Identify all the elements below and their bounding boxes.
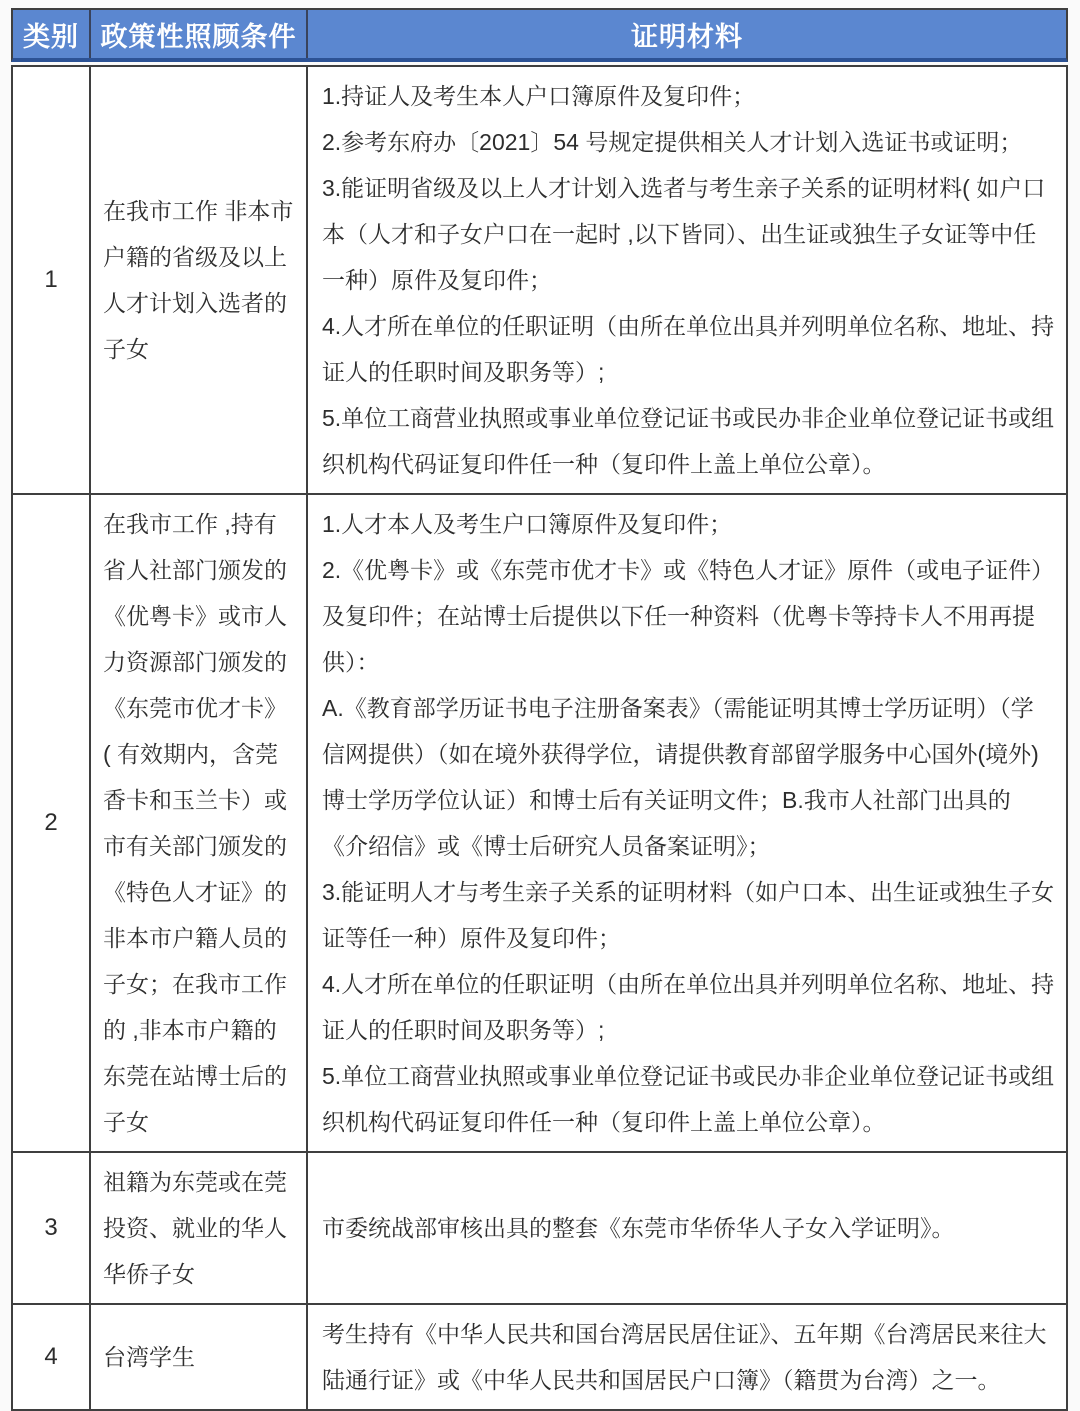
condition-cell-row3: 祖籍为东莞或在莞投资、就业的华人华侨子女 [91, 1153, 308, 1305]
materials-cell-row4 [308, 1305, 1066, 1409]
header-cell-condition: 政策性照顾条件 [91, 10, 308, 58]
material-item: 1.持证人及考生本人户口簿原件及复印件； [322, 83, 756, 109]
category-cell-row2: 2 [13, 495, 91, 1153]
condition-cell-row2: 在我市工作 ,持有省人社部门颁发的《优粤卡》或市人力资源部门颁发的《东莞市优才卡》( 有效期内，含莞香卡和玉兰卡）或市有关部门颁发的《特色人才证》的非本市户籍人员的子女；在我市工作的 ,非本市户籍的东莞在站博士后的子女 [91, 495, 308, 1153]
material-item: 1.人才本人及考生户口簿原件及复印件； [322, 511, 733, 537]
materials-cell-row2 [308, 495, 1066, 1153]
materials-cell-row1 [308, 67, 1066, 495]
category-cell-row1: 1 [13, 67, 91, 495]
material-item: A.《教育部学历证书电子注册备案表》（需能证明其博士学历证明）（学信网提供）（如在境外获得学位，请提供教育部留学服务中心国外(境外)博士学历学位认证）和博士后有关证明文件；B.我市人社部门出具的《介绍信》或《博士后研究人员备案证明》； [322, 695, 1039, 859]
material-item: 4.人才所在单位的任职证明（由所在单位出具并列明单位名称、地址、持证人的任职时间及职务等）; [322, 313, 1055, 385]
material-item: 市委统战部审核出具的整套《东莞市华侨华人子女入学证明》。 [322, 1215, 955, 1241]
table-header-row [11, 8, 1068, 62]
material-item: 3.能证明省级及以上人才计划入选者与考生亲子关系的证明材料( 如户口本（人才和子女户口在一起时 ,以下皆同）、出生证或独生子女证等中任一种）原件及复印件； [322, 175, 1046, 293]
condition-cell-row1: 在我市工作 非本市户籍的省级及以上人才计划入选者的子女 [91, 67, 308, 495]
table-body [11, 65, 1068, 1411]
category-cell-row3: 3 [13, 1153, 91, 1305]
header-cell-materials: 证明材料 [631, 21, 743, 52]
material-item: 2.参考东府办〔2021〕54 号规定提供相关人才计划入选证书或证明； [322, 129, 1023, 155]
material-item: 5.单位工商营业执照或事业单位登记证书或民办非企业单位登记证书或组织机构代码证复印件任一种（复印件上盖上单位公章）。 [322, 1063, 1055, 1135]
materials-cell-row3 [308, 1153, 1066, 1305]
material-item: 3.能证明人才与考生亲子关系的证明材料（如户口本、出生证或独生子女证等任一种）原件及复印件； [322, 879, 1055, 951]
category-cell-row4: 4 [13, 1305, 91, 1409]
material-item: 2.《优粤卡》或《东莞市优才卡》或《特色人才证》原件（或电子证件）及复印件；在站博士后提供以下任一种资料（优粤卡等持卡人不用再提供）： [322, 557, 1055, 675]
policy-conditions-table [11, 8, 1068, 1411]
header-cell-category: 类别 [13, 10, 91, 58]
material-item: 考生持有《中华人民共和国台湾居民居住证》、五年期《台湾居民来往大陆通行证》或《中华人民共和国居民户口簿》（籍贯为台湾）之一。 [322, 1321, 1047, 1393]
condition-cell-row4: 台湾学生 [91, 1305, 308, 1409]
material-item: 4.人才所在单位的任职证明（由所在单位出具并列明单位名称、地址、持证人的任职时间及职务等）; [322, 971, 1055, 1043]
material-item: 5.单位工商营业执照或事业单位登记证书或民办非企业单位登记证书或组织机构代码证复印件任一种（复印件上盖上单位公章）。 [322, 405, 1055, 477]
